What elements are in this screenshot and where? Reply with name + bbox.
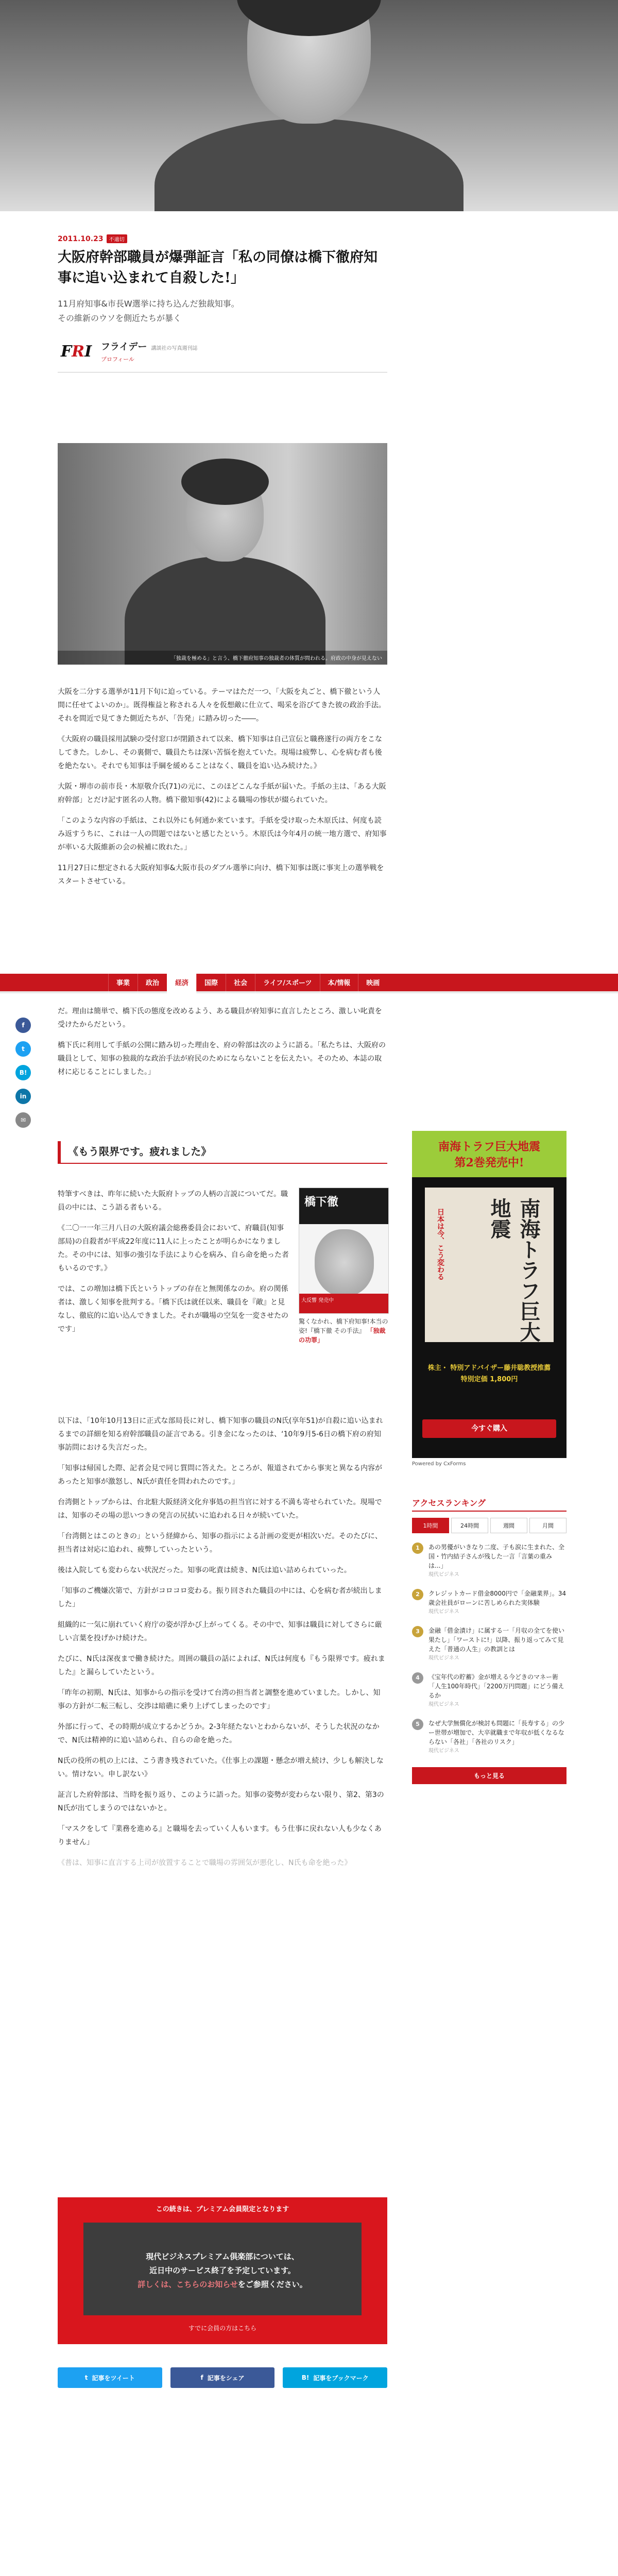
share-buttons [58,2367,387,2388]
paragraph: N氏の役所の机の上には、こう書き残されていた。《仕事上の課題・懸念が増え続け、少しも解決しない。情けない。申し訳ない》 [58,1757,384,1778]
ranking-item-source: 現代ビジネス [428,1572,459,1578]
paragraph: 《二〇一一年三月八日の大阪府議会総務委員会において、府職員(知事部局)の自殺者が平成22年度に11人に上ったことが明らかになりました。その中には、知事の強引な手法により心を病み、自ら命を絶った者もいるのです。》 [58,1224,289,1273]
ranking-item-source: 現代ビジネス [428,1609,459,1615]
paywall-line-3-text: をご参照ください。 [237,2280,307,2289]
rank-number: 3 [412,1626,423,1637]
article-body-mid [58,1005,387,1086]
article-body-top [58,685,387,895]
ad-book-title: 南海トラフ巨大地震 [487,1198,541,1342]
bookmark-button[interactable] [283,2367,387,2388]
book-caption [299,1317,389,1345]
facebook-icon[interactable]: f [15,1018,31,1033]
paywall-notice [83,2223,362,2315]
ranking-item-text: あの男優がいきなり二度、子も涙に生まれた、全国・竹内結子さんが残した一言「言葉の重みは...」 [428,1544,565,1569]
friday-logo: F R I [60,342,92,361]
ad-powered-by: Powered by CxForms [412,1461,466,1467]
ranking-more-button[interactable]: もっと見る [412,1767,566,1784]
paywall-line-1: 現代ビジネスプレミアム倶楽部については、 [146,2252,299,2261]
paywall-line-3 [83,2279,362,2290]
rank-number: 5 [412,1719,423,1730]
paragraph: 台湾側とトップからは、台北駐大阪経済文化弁事処の担当官に対する不満も寄せられていた。現場では、知事のその場の思いつきの発言の尻拭いに追われる日々が続いていた。 [58,1498,382,1520]
paragraph: 特筆すべきは、昨年に続いた大阪府トップの人柄の言説についてだ。職員の中には、こう語る者もいる。 [58,1190,288,1212]
ranking-item-text: 《宝年代の貯蓄》金が増える今どきのマネー術 「人生100年時代」「2200万円問題」にどう備えるか [428,1673,564,1699]
hatena-bookmark-icon: B! [301,2374,310,2381]
ranking-item[interactable] [412,1672,566,1709]
tweet-label: 記事をツイート [92,2374,135,2382]
ranking-item[interactable] [412,1543,566,1580]
ranking-item[interactable] [412,1589,566,1617]
article-body-section-narrow [58,1188,289,1343]
paragraph: だ。理由は簡単で、橋下氏の態度を改めるよう、ある職員が府知事に直言したところ、激しい叱責を受けたからだという。 [58,1007,382,1029]
book-caption-text: 驚くなかれ、橋下府知事!本当の姿!『橋下徹 その手法』 [299,1318,388,1334]
ad-copy-1: 株主・ 特別アドバイザー藤井聡教授推薦 [427,1364,551,1372]
article-title: 大阪府幹部職員が爆弾証言「私の同僚は橋下徹府知事に追い込まれて自殺した!」 [58,249,377,286]
paragraph: たびに、N氏は深夜まで働き続けた。周囲の職員の話によれば、N氏は何度も『もう限界です。疲れました』と漏らしていたという。 [58,1655,385,1676]
profile-link[interactable]: プロフィール [101,356,134,363]
hero-figure-body [154,118,464,211]
twitter-icon: t [84,2374,88,2381]
photo-caption: 「独裁を極める」と言う、橋下徹府知事の独裁者の体質が問われる。府政の中身が見えない [58,651,387,665]
paragraph: では、この増加は橋下氏というトップの存在と無関係なのか。府の関係者は、激しく知事を批判する。「橋下氏は就任以来、職員を『敵』と見なし、徹底的に追い込んできました。それが職場の空気を一変させたのです」 [58,1285,288,1333]
ranking-item-source: 現代ビジネス [428,1748,459,1754]
category-nav [0,974,618,993]
paragraph: 後は入院しても変わらない状況だった。知事の叱責は続き、N氏は追い詰められていった。 [58,1566,351,1574]
nav-item[interactable]: 本/情報 [320,974,358,993]
ranking-item[interactable] [412,1719,566,1756]
twitter-icon[interactable]: t [15,1041,31,1057]
author-name[interactable]: フライデー [101,342,147,352]
access-ranking [412,1497,566,1784]
sidebar-ad[interactable] [412,1131,566,1458]
ranking-item-source: 現代ビジネス [428,1655,459,1661]
book-promo[interactable] [299,1188,389,1345]
hatena-bookmark-icon[interactable]: B! [15,1065,31,1080]
paragraph: 大阪を二分する選挙が11月下旬に迫っている。テーマはただ一つ、「大阪を丸ごと、橋下徹という人間に任せてよいのか」。既得権益と称される人々を仮想敵に仕立て、喝采を浴びてきた彼の政治手法。それを間近で見てきた側近たちが、「告発」に踏み切った――。 [58,688,386,723]
paragraph: 《大阪府の職員採用試験の受付窓口が閉鎖されて以来、橋下知事は自己宣伝と職務遂行の両方をこなしてきた。しかし、その裏側で、職員たちは深い苦悩を抱えていた。現場は疲弊し、心を病む者も後を絶たない。それでも知事は手綱を緩めることはなく、職員を追い込み続けた。》 [58,735,382,770]
paragraph: 「このような内容の手紙は、これ以外にも何通か来ています。手紙を受け取った木原氏は、何度も読み返すうちに、これは一人の問題ではないと感じたという。木原氏は今年4月の統一地方選で、府知事が率いる大阪維新の会の候補に敗れた。」 [58,817,387,852]
nav-item[interactable]: 社会 [226,974,255,993]
ranking-tab[interactable]: 週間 [490,1518,527,1533]
premium-paywall [58,2197,387,2344]
ad-book-cover [425,1188,554,1342]
bookmark-label: 記事をブックマーク [313,2374,369,2382]
linkedin-icon[interactable]: in [15,1089,31,1104]
ranking-tab[interactable]: 24時間 [451,1518,488,1533]
paragraph: 外部に行って、その時期が成立するかどうか。2-3年経たないとわからないが、そうした状況のなかで、N氏は精神的に追い詰められ、自らの命を絶った。 [58,1723,380,1744]
rank-number: 1 [412,1543,423,1554]
ranking-item-text: 金融「借金漬け」に属する一「月収の全てを使い果たし」「ワーストに!」以降、振り返ってみて見えた「普通の人生」の教訓とは [428,1627,565,1653]
article-date: 2011.10.23 [58,234,104,243]
ranking-item-text: なぜ大学無償化が検討も問題に「長寿する」の少ー世帯が増加で、大卒就職まで年収が低くなるならない「各社」「各社のリスク」 [428,1720,565,1745]
book-band: 大反響 発売中 [299,1294,389,1313]
paragraph: 11月27日に想定される大阪府知事&大阪市長のダブル選挙に向け、橋下知事は既に事実上の選挙戦をスタートさせている。 [58,864,384,886]
paragraph: 《普は、知事に直言する上司が放置することで職場の雰囲気が悪化し、N氏も命を絶った》 [58,1859,352,1867]
tweet-button[interactable] [58,2367,162,2388]
ranking-tabs [412,1518,566,1533]
article-header [58,234,387,372]
share-label: 記事をシェア [207,2374,245,2382]
paragraph: 「台湾側とはこのときの」という経緯から、知事の指示による計画の変更が相次いだ。そのたびに、担当者は対応に追われ、疲弊していったという。 [58,1532,382,1554]
lead-line-2: その維新のウソを側近たちが暴く [58,313,182,323]
paywall-line-2 [83,2265,362,2276]
paywall-header: この続きは、プレミアム会員限定となります [156,2206,289,2213]
ad-cta-button[interactable]: 今すぐ購入 [422,1419,556,1438]
book-cover-face [315,1229,374,1296]
ad-book-subtitle: 日本は今、こう変わる [436,1208,444,1280]
article-lead [58,297,387,326]
social-share-rail [15,1018,33,1136]
facebook-icon: f [200,2374,203,2381]
paywall-line-2-text: 近日中のサービス終了を予定しています。 [149,2266,296,2275]
ranking-title: アクセスランキング [412,1497,566,1512]
nav-item[interactable]: 国際 [196,974,226,993]
nav-item[interactable]: 事業 [108,974,138,993]
section-heading: 《もう限界です。疲れました》 [58,1141,387,1164]
article-body-section [58,1414,387,1877]
nav-item[interactable]: ライフ/スポーツ [255,974,319,993]
rank-number: 2 [412,1589,423,1600]
paragraph: 証言した府幹部は、当時を振り返り、このように語った。知事の姿勢が変わらない限り、第2、第3のN氏が出てしまうのではないかと。 [58,1791,384,1812]
ranking-tab-active[interactable]: 1時間 [412,1518,449,1533]
ranking-item[interactable] [412,1626,566,1663]
article-photo [58,443,387,665]
paragraph: 以下は、「10年10月13日に正式な部局長に対し、橋下知事の職員のN氏(享年51)が自殺に追い込まれるまでの詳細を知る府幹部職員の証言である。引き金になったのは、‘10年9月5-6日の橋下府の府知事訪問における失言だった。 [58,1417,383,1452]
paragraph: 橋下氏に利用して手紙の公開に踏み切った理由を、府の幹部は次のように語る。「私たちは、大阪府の職員として、知事の独裁的な政治手法が府民のためにならないことを伝えたい。そのため、本誌の取材に応じることにしました。」 [58,1041,386,1076]
book-caption-link[interactable]: 「独裁の功罪」 [299,1327,386,1344]
paragraph: 「知事は帰国した際、記者会見で同じ質問に答えた。ところが、報道されてから事実と異なる内容があったと知事が激怒し、N氏が責任を問われたのです。」 [58,1464,382,1486]
paragraph: 大阪・堺市の前市長・木原敬介氏(71)の元に、このほどこんな手紙が届いた。手紙の主は、「ある大阪府幹部」とだけ記す匿名の人物。橋下徹知事(42)による職場の惨状が綴られていた。 [58,783,386,804]
author-subtitle: 講談社の写真週刊誌 [151,346,198,351]
paragraph: 「知事のご機嫌次第で、方針がコロコロ変わる。振り回された職員の中には、心を病む者が続出しました」 [58,1587,382,1608]
nav-item[interactable]: 映画 [358,974,387,993]
nav-item[interactable]: 政治 [138,974,167,993]
article-meta [58,234,387,243]
book-cover[interactable] [299,1188,389,1314]
hero-image [0,0,618,211]
ad-header: 南海トラフ巨大地震 第2巻発売中! [412,1131,566,1177]
ranking-item-text: クレジットカード借金8000円で「金融業界」。34歳会社員がローンに苦しめられた実体験 [428,1590,566,1606]
ad-copy-2: 特別定価 1,800円 [460,1376,518,1383]
paywall-notice-link[interactable]: 詳しくは、こちらのお知らせ [138,2280,238,2289]
author-block [58,337,387,366]
book-title: 橋下徹 [299,1188,389,1224]
ad-copy [417,1363,561,1385]
photo-hair [181,459,269,505]
paywall-login-link[interactable]: すでに会員の方はこちら [188,2325,257,2332]
ranking-item-source: 現代ビジネス [428,1702,459,1707]
paragraph: 組織的に一気に崩れていく府庁の姿が浮かび上がってくる。その中で、知事は職員に対してさらに厳しい言葉を投げかけ続けた。 [58,1621,382,1642]
ranking-tab[interactable]: 月間 [529,1518,566,1533]
facebook-share-button[interactable] [170,2367,275,2388]
rank-number: 4 [412,1672,423,1684]
lead-line-1: 11月府知事&市長W選挙に持ち込んだ独裁知事。 [58,299,239,309]
category-badge[interactable]: 不適切 [107,234,127,243]
mail-icon[interactable]: ✉ [15,1112,31,1128]
paragraph: 「昨年の初期、N氏は、知事からの指示を受けて台湾の担当者と調整を進めていました。しかし、知事の方針が二転三転し、交渉は暗礁に乗り上げてしまったのです」 [58,1689,381,1710]
paragraph: 「マスクをして『業務を進める』と職場を去っていく人もいます。もう仕事に戻れない人も少なくありません」 [58,1825,382,1846]
nav-item-active[interactable]: 経済 [167,974,196,993]
